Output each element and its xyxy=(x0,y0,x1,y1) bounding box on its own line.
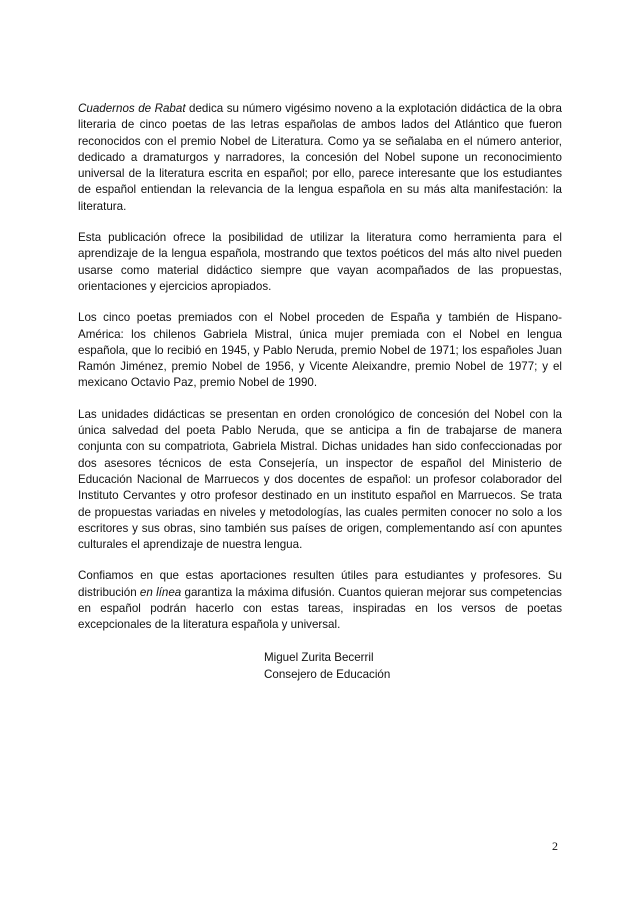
publication-title: Cuadernos de Rabat xyxy=(78,102,186,115)
body-text xyxy=(78,101,562,649)
paragraph-text: garantiza la máxima difusión. Cuantos quieran mejorar sus competencias en español podrán hacerlo con estas tareas, inspiradas en los versos de poetas excepcionales de la literatura española y universal. xyxy=(78,585,562,632)
paragraph-units: Las unidades didácticas se presentan en orden cronológico de concesión del Nobel con la única salvedad del poeta Pablo Neruda, que se anticipa a fin de trabajarse de manera conjunta con su compatriota, Gabriela Mistral. Dichas unidades han sido confeccionadas por dos asesores técnicos de esta Consejería, un inspector de español del Ministerio de Educación Nacional de Marruecos y dos docentes de español: un profesor colaborador del Instituto Cervantes y otro profesor destinado en un instituto español en Marruecos. Se trata de propuestas variadas en niveles y metodologías, las cuales permiten conocer no solo a los escritores y sus obras, sino también sus países de origen, complementando así con apuntes culturales el aprendizaje de nuestra lengua. xyxy=(78,407,562,552)
paragraph-poets: Los cinco poetas premiados con el Nobel proceden de España y también de Hispano-América: los chilenos Gabriela Mistral, única mujer premiada con el Nobel en lengua española, que lo recibió en 1945, y Pablo Neruda, premio Nobel de 1971; los españoles Juan Ramón Jiménez, premio Nobel de 1956, y Vicente Aleixandre, premio Nobel de 1977; y el mexicano Octavio Paz, premio Nobel de 1990. xyxy=(78,311,562,390)
signature-role: Consejero de Educación xyxy=(264,667,391,681)
signature-name: Miguel Zurita Becerril xyxy=(264,651,374,664)
paragraph-purpose: Esta publicación ofrece la posibilidad de utilizar la literatura como herramienta para el aprendizaje de la lengua española, mostrando que textos poéticos del más alto nivel pueden usarse como material didáctico siempre que vayan acompañados de las propuestas, orientaciones y ejercicios apropiados. xyxy=(78,231,562,293)
italic-phrase: en línea xyxy=(139,585,182,599)
paragraph-closing xyxy=(78,568,562,633)
paragraph-text: dedica su número vigésimo noveno a la explotación didáctica de la obra literaria de cinco poetas de las letras españolas de ambos lados del Atlántico que fueron reconocidos con el premio Nobel de Literatura. Como ya se señalaba en el número anterior, dedicado a dramaturgos y narradores, la concesión del Nobel supone un reconocimiento universal de la literatura escrita en español; por ello, parece interesante que los estudiantes de español entiendan la relevancia de la lengua española en su más alta manifestación: la literatura. xyxy=(78,102,562,213)
signature-block xyxy=(264,650,390,683)
paragraph-text: Confiamos en que estas aportaciones resulten útiles para estudiantes y profesores. Su distribución xyxy=(78,569,562,599)
page-number: 2 xyxy=(552,839,558,853)
paragraph-intro xyxy=(78,101,562,215)
